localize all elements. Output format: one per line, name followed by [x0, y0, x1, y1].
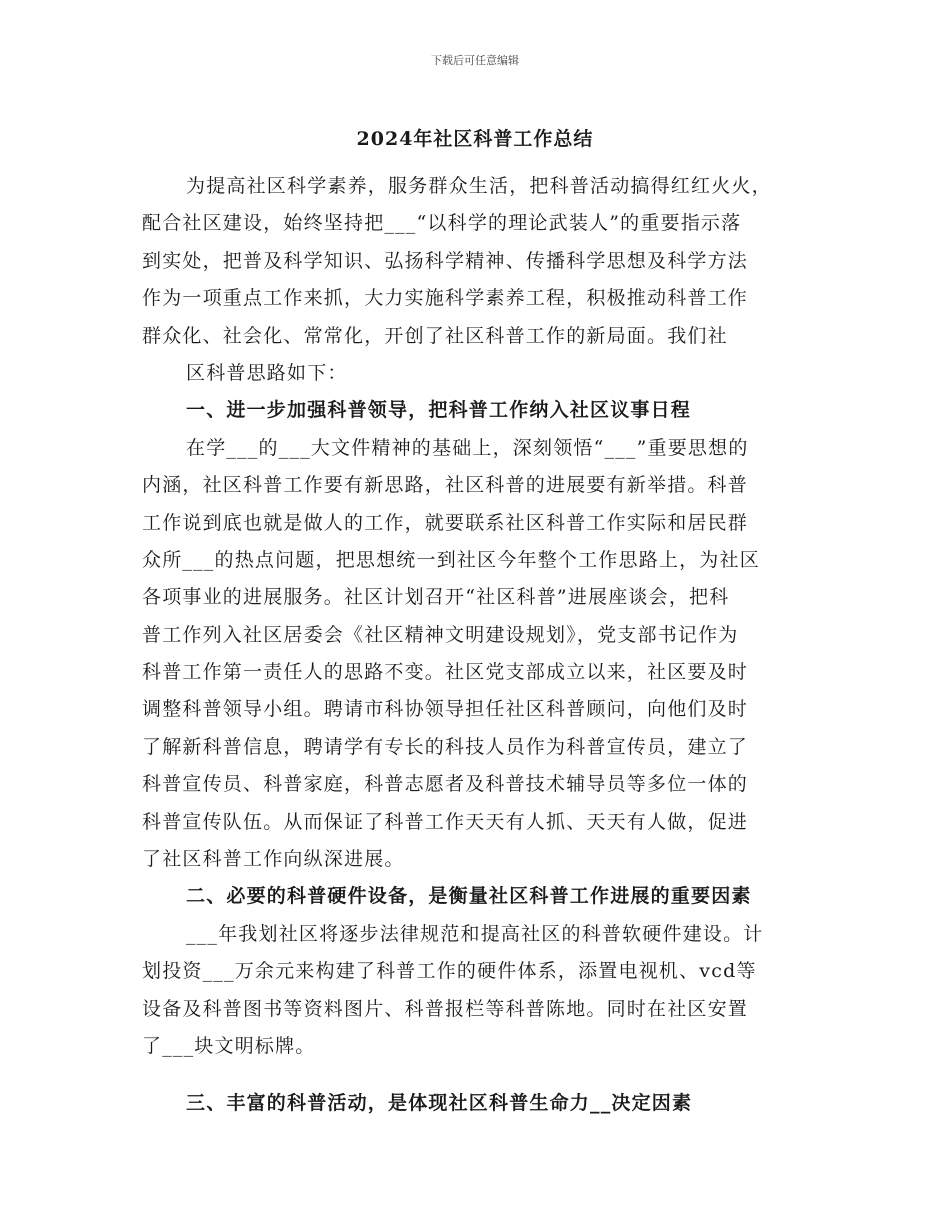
- section-1-line: 内涵，社区科普工作要有新思路，社区科普的进展要有新举措。科普: [142, 474, 749, 497]
- section-1-heading: 一、进一步加强科普领导，把科普工作纳入社区议事日程: [186, 399, 692, 422]
- section-2-line: 划投资___万余元来构建了科普工作的硬件体系，添置电视机、vcd等: [142, 960, 757, 983]
- intro-line: 作为一项重点工作来抓，大力实施科学素养工程，积极推动科普工作: [142, 287, 749, 310]
- page-header-note: 下载后可任意编辑: [431, 54, 519, 67]
- intro-line: 到实处，把普及科学知识、弘扬科学精神、传播科学思想及科学方法: [142, 249, 749, 272]
- section-1-line: 调整科普领导小组。聘请市科协领导担任社区科普顾问，向他们及时: [142, 698, 749, 721]
- intro-line: 群众化、社会化、常常化，开创了社区科普工作的新局面。我们社: [142, 324, 728, 347]
- section-1-line: 科普工作第一责任人的思路不变。社区党支部成立以来，社区要及时: [142, 661, 749, 684]
- section-2-line: 设备及科普图书等资料图片、科普报栏等科普陈地。同时在社区安置: [142, 997, 749, 1020]
- paragraph-spacer: [142, 1065, 824, 1085]
- document-body: [142, 168, 824, 1123]
- section-1-line: 在学___的___大文件精神的基础上，深刻领悟“___”重要思想的: [186, 436, 749, 459]
- intro-line: 为提高社区科学素养，服务群众生活，把科普活动搞得红红火火，: [186, 175, 772, 197]
- section-2-heading: 二、必要的科普硬件设备，是衡量社区科普工作进展的重要因素: [186, 885, 752, 908]
- section-1-line: 各项事业的进展服务。社区计划召开“社区科普”进展座谈会，把科: [142, 586, 730, 609]
- section-3-heading: 三、丰富的科普活动，是体现社区科普生命力__决定因素: [186, 1092, 693, 1115]
- document-title: 2024年社区科普工作总结: [356, 128, 594, 150]
- section-2-line: ___年我划社区将逐步法律规范和提高社区的科普软硬件建设。计: [186, 922, 764, 945]
- section-1-line: 众所___的热点问题，把思想统一到社区今年整个工作思路上，为社区: [142, 548, 760, 571]
- section-1-line: 了社区科普工作向纵深进展。: [142, 848, 405, 871]
- section-1-line: 科普宣传员、科普家庭，科普志愿者及科普技术辅导员等多位一体的: [142, 773, 749, 796]
- intro-line: 区科普思路如下：: [186, 361, 348, 384]
- section-1-line: 科普宣传队伍。从而保证了科普工作天天有人抓、天天有人做，促进: [142, 810, 749, 833]
- section-2-line: 了___块文明标牌。: [142, 1034, 316, 1057]
- intro-line: 配合社区建设，始终坚持把___“以科学的理论武装人”的重要指示落: [142, 212, 742, 235]
- section-1-line: 工作说到底也就是做人的工作，就要联系社区科普工作实际和居民群: [142, 511, 749, 534]
- section-1-line: 普工作列入社区居委会《社区精神文明建设规划》，党支部书记作为: [142, 623, 739, 646]
- section-1-line: 了解新科普信息，聘请学有专长的科技人员作为科普宣传员，建立了: [142, 735, 749, 758]
